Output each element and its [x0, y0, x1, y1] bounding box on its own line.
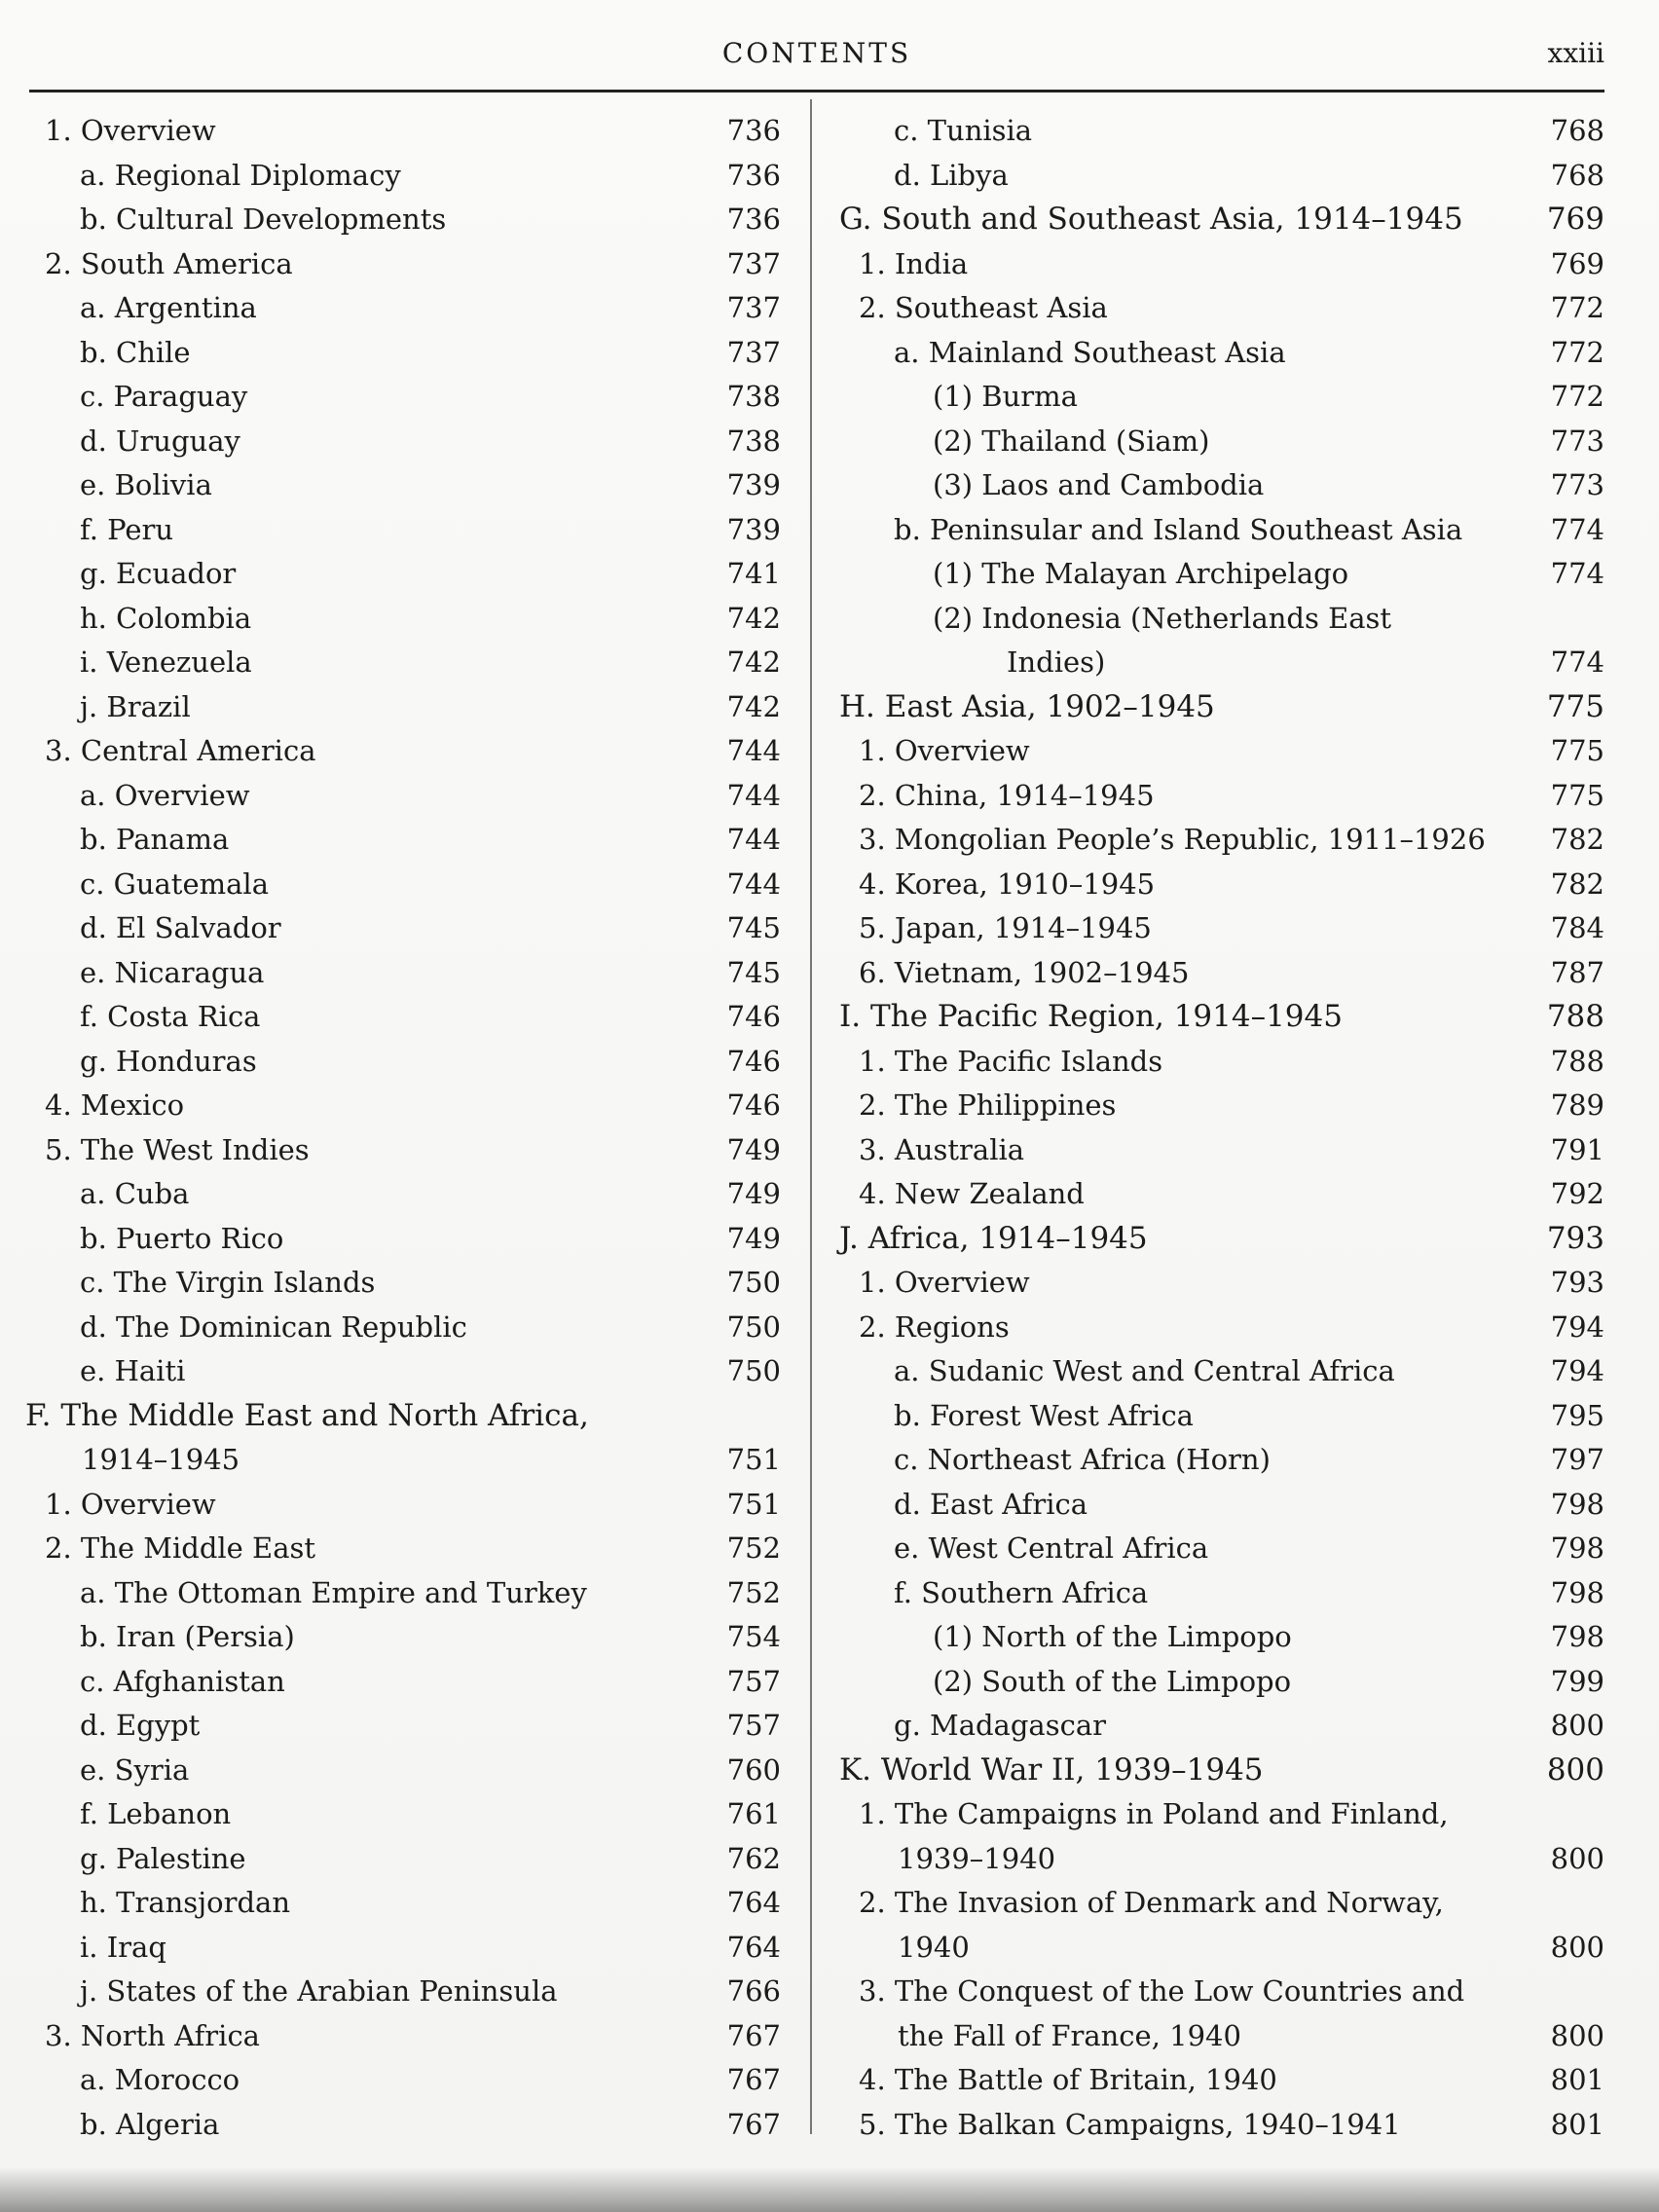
toc-entry [25, 286, 781, 331]
toc-section-entry [839, 198, 1604, 242]
toc-entry-title: b. Puerto Rico [80, 1221, 284, 1255]
toc-entry-page: 800 [1546, 1751, 1604, 1788]
toc-entry-title: c. Afghanistan [80, 1664, 285, 1698]
toc-entry [839, 1970, 1604, 2014]
toc-entry [839, 1571, 1604, 1616]
toc-entry [839, 1438, 1604, 1483]
toc-entry-title: d. East Africa [894, 1487, 1088, 1521]
toc-entry-page: 762 [726, 1841, 781, 1875]
toc-entry-title: a. Mainland Southeast Asia [894, 335, 1286, 369]
toc-entry-title: 2. China, 1914–1945 [859, 778, 1155, 812]
toc-entry-title: a. The Ottoman Empire and Turkey [80, 1575, 587, 1609]
toc-entry [839, 863, 1604, 907]
toc-entry-page: 772 [1550, 291, 1604, 324]
toc-entry-title: 4. The Battle of Britain, 1940 [859, 2063, 1277, 2096]
toc-entry-title: g. Honduras [80, 1044, 257, 1078]
toc-entry [25, 198, 781, 242]
toc-entry [25, 1438, 781, 1483]
toc-entry [25, 2103, 781, 2148]
toc-entry-title: b. Algeria [80, 2107, 220, 2141]
toc-entry-page: 782 [1550, 823, 1604, 856]
toc-entry-page: 750 [726, 1266, 781, 1299]
toc-entry-page: 789 [1550, 1088, 1604, 1122]
toc-entry-page: 772 [1550, 335, 1604, 369]
toc-entry [25, 863, 781, 907]
toc-entry-page: 737 [726, 335, 781, 369]
toc-entry-title: b. Forest West Africa [894, 1398, 1194, 1432]
toc-entry-page: 794 [1550, 1354, 1604, 1387]
page-number: xxiii [1547, 37, 1604, 69]
toc-entry [839, 286, 1604, 331]
toc-entry [839, 242, 1604, 287]
toc-entry [25, 552, 781, 597]
toc-entry [25, 508, 781, 553]
toc-entry [25, 1084, 781, 1128]
toc-entry [839, 331, 1604, 376]
toc-entry-title: 1. The Campaigns in Poland and Finland, [859, 1797, 1449, 1830]
toc-entry [839, 729, 1604, 774]
toc-entry [25, 1306, 781, 1350]
toc-entry [25, 597, 781, 642]
toc-entry-title: 1. Overview [45, 1487, 216, 1521]
toc-entry-page: 775 [1550, 734, 1604, 767]
toc-entry [25, 1571, 781, 1616]
toc-entry-page: 738 [726, 380, 781, 413]
toc-entry-title: b. Cultural Developments [80, 203, 447, 236]
toc-entry-page: 774 [1550, 645, 1604, 679]
toc-section-entry [25, 1394, 781, 1439]
toc-entry-page: 738 [726, 424, 781, 458]
toc-entry-title: a. Cuba [80, 1177, 190, 1210]
toc-entry-title: 1. The Pacific Islands [859, 1044, 1163, 1078]
toc-entry [839, 906, 1604, 951]
toc-entry [839, 1527, 1604, 1571]
toc-entry-title: (1) North of the Limpopo [933, 1620, 1292, 1653]
toc-entry-title: 3. Mongolian People’s Republic, 1911–1926 [859, 823, 1486, 856]
toc-entry-title: K. World War II, 1939–1945 [839, 1751, 1264, 1788]
toc-entry-page: 757 [726, 1664, 781, 1698]
toc-entry-page: 737 [726, 291, 781, 324]
toc-entry-page: 793 [1546, 1220, 1604, 1256]
toc-entry-page: 793 [1550, 1266, 1604, 1299]
toc-entry-title: f. Costa Rica [80, 1000, 261, 1033]
toc-entry [839, 1704, 1604, 1749]
toc-entry-title: 5. Japan, 1914–1945 [859, 911, 1152, 944]
toc-entry-page: 764 [726, 1886, 781, 1919]
toc-entry-page: 736 [726, 114, 781, 147]
toc-entry-title: 1940 [898, 1930, 970, 1964]
contents-left-column [25, 109, 781, 2147]
toc-entry [839, 552, 1604, 597]
toc-entry-page: 754 [726, 1620, 781, 1653]
toc-entry-page: 742 [726, 645, 781, 679]
toc-entry-page: 773 [1550, 424, 1604, 458]
toc-entry-page: 788 [1546, 999, 1604, 1034]
toc-entry-page: 773 [1550, 468, 1604, 501]
toc-entry-title: G. South and Southeast Asia, 1914–1945 [839, 202, 1463, 237]
toc-entry-page: 752 [726, 1575, 781, 1609]
toc-entry-page: 746 [726, 1000, 781, 1033]
toc-entry-title: (2) South of the Limpopo [933, 1664, 1292, 1698]
toc-entry [25, 109, 781, 154]
toc-entry-title: (2) Thailand (Siam) [933, 424, 1210, 458]
toc-entry-title: 2. The Invasion of Denmark and Norway, [859, 1886, 1444, 1919]
toc-entry-page: 800 [1550, 1709, 1604, 1742]
toc-entry [25, 1749, 781, 1793]
toc-entry-page: 742 [726, 689, 781, 723]
toc-entry-page: 739 [726, 512, 781, 546]
toc-entry-title: F. The Middle East and North Africa, [25, 1397, 589, 1433]
toc-entry [25, 375, 781, 420]
toc-entry [839, 1881, 1604, 1926]
toc-entry [25, 1660, 781, 1705]
toc-entry [839, 818, 1604, 863]
toc-entry-page: 791 [1550, 1132, 1604, 1166]
toc-entry-title: i. Venezuela [80, 645, 252, 679]
toc-entry [25, 995, 781, 1040]
toc-entry [25, 729, 781, 774]
toc-entry-title: 1. India [859, 246, 969, 280]
page-bottom-shadow [0, 2167, 1659, 2212]
toc-entry-title: 3. Australia [859, 1132, 1025, 1166]
toc-entry [839, 1128, 1604, 1173]
toc-entry [25, 685, 781, 730]
toc-entry-title: g. Ecuador [80, 557, 237, 590]
toc-entry-page: 757 [726, 1709, 781, 1742]
toc-entry-page: 744 [726, 823, 781, 856]
toc-entry-title: 2. The Middle East [45, 1531, 316, 1565]
toc-entry-page: 798 [1550, 1575, 1604, 1609]
toc-entry [25, 774, 781, 819]
toc-entry-title: h. Colombia [80, 601, 252, 635]
toc-entry [25, 154, 781, 199]
toc-entry [25, 1217, 781, 1262]
toc-entry-title: J. Africa, 1914–1945 [839, 1220, 1148, 1256]
toc-entry-page: 795 [1550, 1398, 1604, 1432]
toc-entry [25, 1837, 781, 1882]
toc-entry-title: 1. Overview [859, 1266, 1030, 1299]
toc-entry [839, 109, 1604, 154]
toc-entry [25, 1040, 781, 1085]
toc-entry-title: (2) Indonesia (Netherlands East [933, 601, 1392, 635]
toc-entry [25, 1349, 781, 1394]
toc-entry-page: 736 [726, 158, 781, 192]
toc-section-entry [839, 685, 1604, 730]
toc-entry-page: 750 [726, 1309, 781, 1344]
toc-entry-page: 775 [1546, 688, 1604, 724]
toc-entry-page: 751 [726, 1487, 781, 1521]
toc-section-entry [839, 1217, 1604, 1262]
toc-entry [25, 242, 781, 287]
toc-entry [25, 1128, 781, 1173]
toc-entry-title: 1. Overview [859, 734, 1030, 767]
toc-entry-page: 760 [726, 1752, 781, 1787]
toc-entry-title: f. Southern Africa [894, 1575, 1149, 1609]
toc-entry-page: 801 [1550, 2063, 1604, 2096]
toc-entry-title: 3. Central America [45, 734, 316, 767]
toc-entry-title: e. West Central Africa [894, 1531, 1209, 1565]
toc-entry [25, 463, 781, 508]
toc-entry [25, 1483, 781, 1528]
toc-entry-title: 4. Korea, 1910–1945 [859, 866, 1156, 901]
toc-entry-title: 5. The West Indies [45, 1132, 310, 1166]
toc-entry-title: h. Transjordan [80, 1886, 291, 1919]
toc-entry-title: 6. Vietnam, 1902–1945 [859, 955, 1190, 989]
toc-entry [25, 1615, 781, 1660]
toc-entry-title: 1939–1940 [898, 1841, 1056, 1875]
toc-entry-title: Indies) [1007, 645, 1106, 679]
toc-entry-title: c. Northeast Africa (Horn) [894, 1443, 1271, 1476]
toc-entry [839, 1261, 1604, 1306]
toc-entry-title: b. Peninsular and Island Southeast Asia [894, 512, 1463, 546]
toc-entry-title: j. Brazil [80, 689, 191, 723]
toc-entry [25, 1970, 781, 2014]
toc-entry [839, 641, 1604, 685]
toc-entry-title: 3. The Conquest of the Low Countries and [859, 1974, 1465, 2008]
toc-entry-page: 749 [726, 1132, 781, 1166]
toc-entry-page: 737 [726, 246, 781, 280]
toc-entry-title: e. Haiti [80, 1354, 186, 1387]
toc-entry [839, 1483, 1604, 1528]
page-title: CONTENTS [721, 37, 912, 69]
toc-entry-title: c. The Virgin Islands [80, 1266, 376, 1299]
toc-entry-title: e. Bolivia [80, 468, 212, 501]
toc-entry-page: 798 [1550, 1531, 1604, 1565]
toc-entry-page: 744 [726, 734, 781, 767]
toc-entry-page: 800 [1550, 1841, 1604, 1875]
toc-entry-page: 784 [1550, 911, 1604, 944]
toc-entry-page: 798 [1550, 1487, 1604, 1521]
toc-entry-page: 774 [1550, 512, 1604, 546]
toc-entry [839, 1615, 1604, 1660]
toc-entry [839, 1349, 1604, 1394]
toc-entry-page: 799 [1550, 1664, 1604, 1698]
toc-entry-page: 749 [726, 1221, 781, 1255]
toc-entry-title: e. Nicaragua [80, 955, 265, 989]
toc-entry [839, 2103, 1604, 2148]
toc-entry [25, 951, 781, 996]
toc-entry-page: 767 [726, 2107, 781, 2141]
toc-entry [25, 906, 781, 951]
toc-entry-page: 746 [726, 1088, 781, 1122]
toc-entry-page: 797 [1550, 1443, 1604, 1476]
toc-entry-title: 2. South America [45, 246, 293, 280]
toc-entry-title: (1) Burma [933, 380, 1078, 413]
toc-entry-title: (3) Laos and Cambodia [933, 468, 1265, 501]
toc-entry [25, 1926, 781, 1971]
toc-entry [25, 641, 781, 685]
toc-entry-title: b. Panama [80, 823, 230, 856]
toc-entry-title: 1. Overview [45, 114, 216, 147]
toc-entry [839, 1792, 1604, 1837]
toc-entry-page: 801 [1550, 2107, 1604, 2141]
toc-entry [25, 1881, 781, 1926]
toc-entry-title: a. Morocco [80, 2063, 240, 2096]
toc-entry [839, 463, 1604, 508]
toc-entry-title: I. The Pacific Region, 1914–1945 [839, 999, 1343, 1034]
toc-entry [25, 1792, 781, 1837]
toc-entry-title: the Fall of France, 1940 [898, 2018, 1241, 2052]
toc-entry [839, 951, 1604, 996]
toc-entry-title: a. Argentina [80, 291, 257, 324]
toc-entry [839, 420, 1604, 464]
toc-entry [839, 1306, 1604, 1350]
toc-entry-page: 798 [1550, 1620, 1604, 1653]
toc-entry-title: 3. North Africa [45, 2018, 260, 2052]
toc-entry-page: 750 [726, 1354, 781, 1387]
toc-entry-title: (1) The Malayan Archipelago [933, 557, 1349, 590]
toc-entry-title: 4. Mexico [45, 1088, 185, 1122]
toc-entry-page: 742 [726, 601, 781, 635]
toc-entry-page: 764 [726, 1930, 781, 1964]
toc-entry-page: 772 [1550, 380, 1604, 413]
toc-entry-title: 2. Regions [859, 1309, 1010, 1344]
toc-entry-title: a. Sudanic West and Central Africa [894, 1354, 1395, 1387]
toc-section-entry [839, 995, 1604, 1040]
toc-entry-page: 766 [726, 1974, 781, 2008]
toc-entry-page: 775 [1550, 778, 1604, 812]
toc-entry [839, 1172, 1604, 1217]
toc-entry-page: 746 [726, 1044, 781, 1078]
toc-entry [25, 2058, 781, 2103]
toc-entry-page: 745 [726, 911, 781, 944]
toc-entry-title: d. El Salvador [80, 911, 281, 944]
toc-entry-page: 744 [726, 866, 781, 901]
running-header [29, 37, 1604, 82]
toc-entry-page: 751 [726, 1443, 781, 1476]
toc-entry-title: c. Tunisia [894, 114, 1033, 147]
toc-entry-title: d. Uruguay [80, 424, 240, 458]
toc-entry-page: 744 [726, 778, 781, 812]
toc-entry [25, 1704, 781, 1749]
toc-entry [839, 2058, 1604, 2103]
toc-entry [25, 1261, 781, 1306]
toc-entry [839, 597, 1604, 642]
toc-entry-page: 800 [1550, 2018, 1604, 2052]
toc-entry [839, 774, 1604, 819]
toc-entry-title: e. Syria [80, 1752, 190, 1787]
toc-entry-title: d. Libya [894, 158, 1009, 192]
toc-entry-title: H. East Asia, 1902–1945 [839, 688, 1215, 724]
toc-entry-page: 768 [1550, 158, 1604, 192]
toc-entry [25, 818, 781, 863]
toc-entry [839, 1837, 1604, 1882]
toc-entry-title: d. Egypt [80, 1709, 201, 1742]
toc-entry [839, 1926, 1604, 1971]
toc-entry-title: b. Chile [80, 335, 191, 369]
toc-entry-page: 752 [726, 1531, 781, 1565]
toc-entry [839, 1660, 1604, 1705]
toc-entry-page: 749 [726, 1177, 781, 1210]
toc-section-entry [839, 1749, 1604, 1793]
toc-entry-title: 4. New Zealand [859, 1177, 1085, 1210]
toc-entry-title: 1914–1945 [82, 1443, 240, 1476]
toc-entry-title: b. Iran (Persia) [80, 1620, 295, 1653]
toc-entry-page: 736 [726, 203, 781, 236]
toc-entry-title: f. Lebanon [80, 1797, 232, 1830]
toc-entry [25, 420, 781, 464]
toc-entry-title: 5. The Balkan Campaigns, 1940–1941 [859, 2107, 1401, 2141]
contents-right-column [839, 109, 1604, 2147]
toc-entry-page: 787 [1550, 955, 1604, 989]
toc-entry-title: g. Madagascar [894, 1709, 1106, 1742]
toc-entry-page: 768 [1550, 114, 1604, 147]
toc-entry-page: 761 [726, 1797, 781, 1830]
toc-entry-page: 774 [1550, 557, 1604, 590]
toc-entry [839, 2014, 1604, 2059]
toc-entry-page: 782 [1550, 866, 1604, 901]
column-divider [810, 99, 812, 2134]
toc-entry-title: c. Guatemala [80, 866, 269, 901]
toc-entry [839, 1040, 1604, 1085]
toc-entry [839, 508, 1604, 553]
toc-entry [25, 1172, 781, 1217]
toc-entry-page: 767 [726, 2063, 781, 2096]
toc-entry-page: 788 [1550, 1044, 1604, 1078]
toc-entry-page: 767 [726, 2018, 781, 2052]
toc-entry-title: g. Palestine [80, 1841, 246, 1875]
toc-entry-page: 800 [1550, 1930, 1604, 1964]
toc-entry-page: 769 [1550, 246, 1604, 280]
toc-entry-title: a. Overview [80, 778, 250, 812]
toc-entry-title: f. Peru [80, 512, 174, 546]
toc-entry-page: 792 [1550, 1177, 1604, 1210]
toc-entry [839, 375, 1604, 420]
toc-entry-title: 2. Southeast Asia [859, 291, 1108, 324]
toc-entry-title: i. Iraq [80, 1930, 166, 1964]
toc-entry [25, 1527, 781, 1571]
toc-entry [839, 1394, 1604, 1439]
toc-entry-title: j. States of the Arabian Peninsula [80, 1974, 558, 2008]
toc-entry-page: 745 [726, 955, 781, 989]
toc-entry [25, 2014, 781, 2059]
toc-entry-page: 739 [726, 468, 781, 501]
toc-entry-title: 2. The Philippines [859, 1088, 1117, 1122]
toc-entry-page: 741 [726, 557, 781, 590]
toc-entry-page: 794 [1550, 1309, 1604, 1344]
toc-entry-title: c. Paraguay [80, 380, 248, 413]
toc-entry [25, 331, 781, 376]
toc-entry [839, 1084, 1604, 1128]
toc-entry-title: d. The Dominican Republic [80, 1309, 467, 1344]
toc-entry-title: a. Regional Diplomacy [80, 158, 401, 192]
toc-entry [839, 154, 1604, 199]
toc-entry-page: 769 [1546, 202, 1604, 237]
header-rule [29, 90, 1604, 92]
